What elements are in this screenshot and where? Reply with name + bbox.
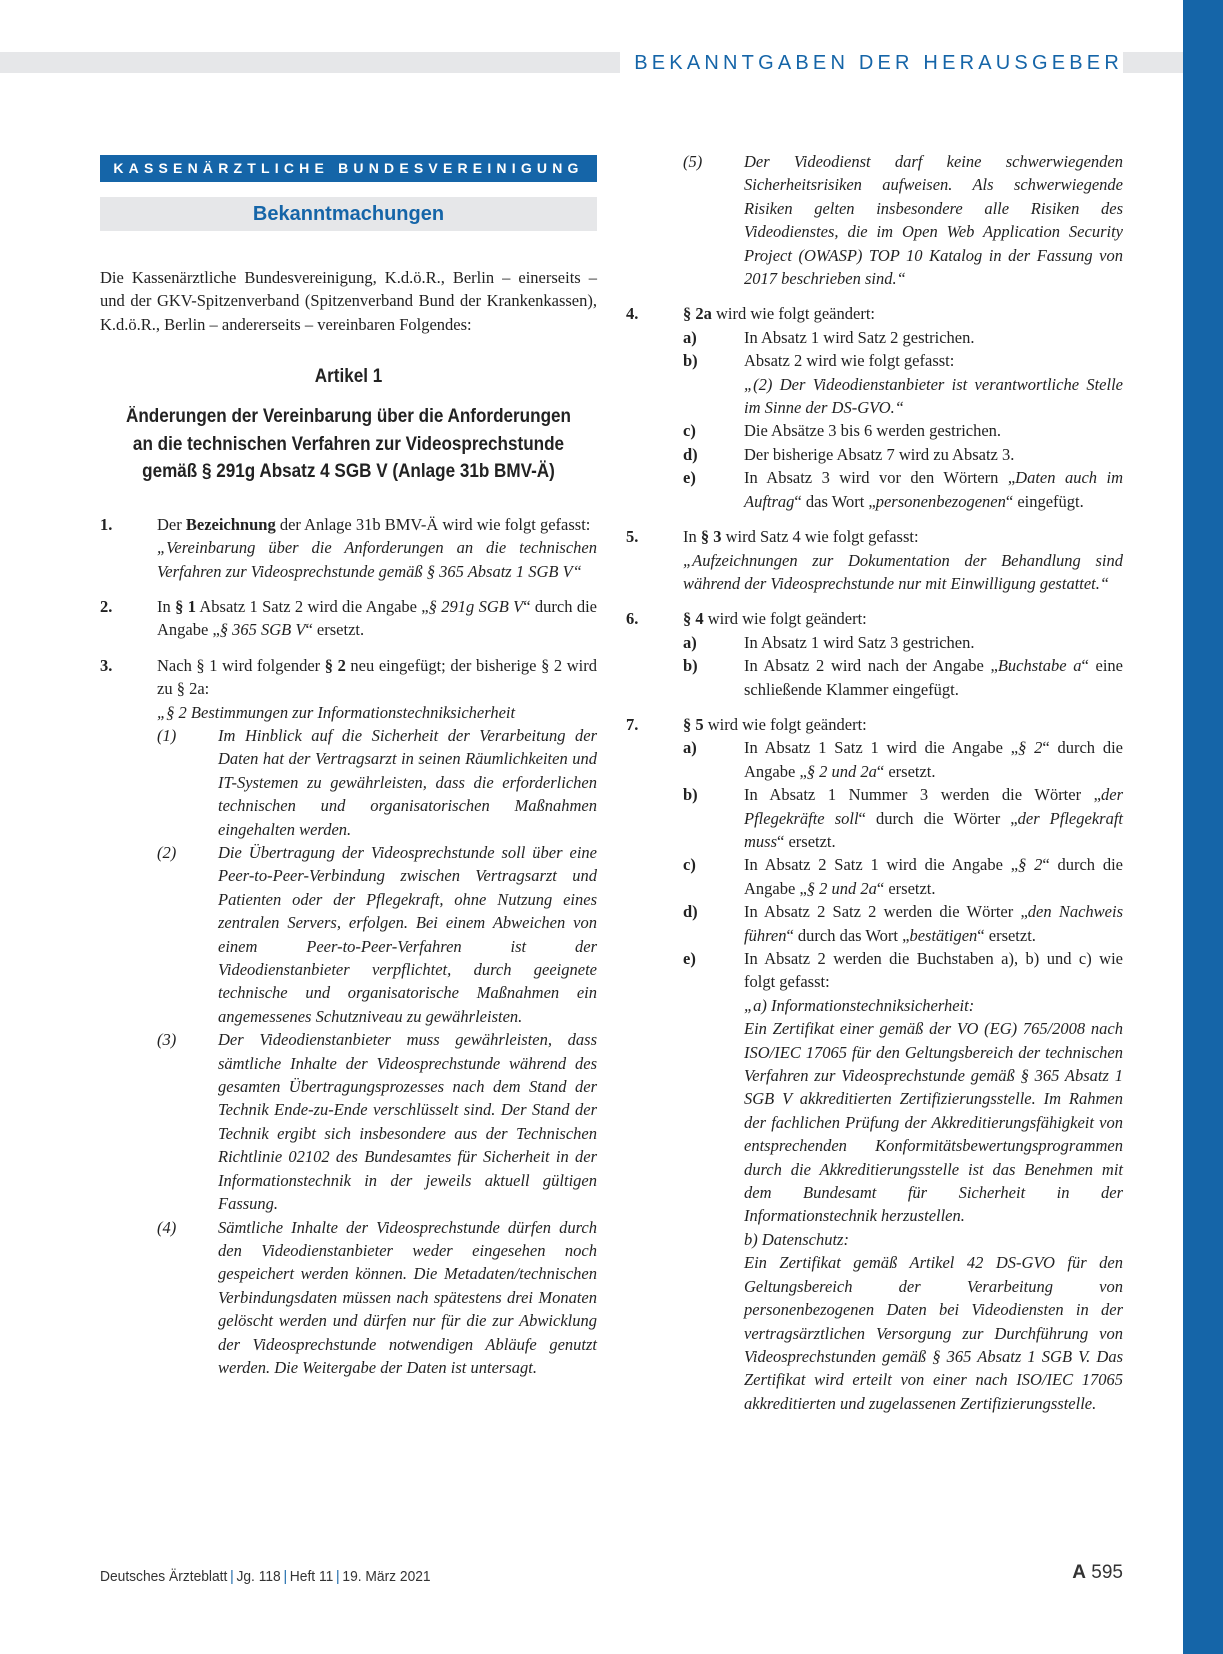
article-subtitle: Änderungen der Vereinbarung über die Anforderungen an die technischen Verfahren zur Videosprechstunde gemäß § 291g Absatz 4 SGB V (Anlage 31b BMV-Ä) (126, 406, 571, 483)
text: wird wie folgt geändert: (703, 714, 867, 734)
bold-text: § 1 (175, 596, 196, 616)
sub-label: c) (683, 855, 696, 875)
sub-item-a (683, 736, 1123, 783)
text: In (683, 527, 701, 547)
footer-citation (100, 1568, 431, 1585)
quote-heading: „§ 2 Bestimmungen zur Informationstechniksicherheit (157, 702, 516, 722)
sub-label: a) (683, 738, 697, 758)
text: wird wie folgt geändert: (703, 609, 867, 629)
section-heading: Bekanntmachungen (100, 197, 597, 231)
paragraph-text: Der Videodienst darf keine schwerwiegenden Sicherheitsrisiken aufweisen. Als schwerwiegende Risiken gelten insbesondere alle Risiken des Videodienstes, die im Open Web Application Security Project (OWASP) TOP 10 Katalog in der Fassung von 2017 beschrieben sind.“ (744, 152, 1123, 289)
paragraph-label: (4) (157, 1217, 177, 1237)
sub-item-c (683, 419, 1123, 442)
quote: „(2) Der Videodienstanbieter ist verantwortliche Stelle im Sinne der DS-GVO.“ (744, 374, 1123, 418)
quote-heading: b) Datenschutz: (744, 1229, 849, 1249)
sub-text (744, 900, 1123, 947)
text: In Absatz 3 wird vor den Wörtern „ (744, 468, 1016, 488)
article-title: Artikel 1 (314, 366, 383, 388)
italic-text: der Pflegekräfte soll (744, 785, 1123, 828)
item-body (683, 607, 1123, 701)
item-number: 7. (626, 714, 639, 734)
text: “ durch die Angabe „ (157, 596, 597, 640)
edge-color-bar (1183, 0, 1223, 1654)
text: “ ersetzt. (305, 620, 365, 640)
sub-label: d) (683, 444, 698, 464)
paragraph-4 (157, 1216, 597, 1380)
paragraph-1 (157, 724, 597, 841)
item-number: 3. (100, 655, 113, 675)
text: “ durch die Wörter „ (858, 808, 1018, 828)
list-item-3 (100, 654, 597, 1380)
sub-text: Der bisherige Absatz 7 wird zu Absatz 3. (744, 444, 1015, 464)
italic-text: § 2 (1018, 738, 1043, 758)
italic-text: § 2 und 2a (806, 878, 877, 898)
left-column (100, 150, 597, 1379)
list-item-7 (626, 713, 1123, 1415)
paragraph-5 (683, 150, 1123, 290)
separator: | (230, 1568, 234, 1585)
italic-text: personenbezogenen (875, 491, 1006, 511)
item-body (157, 654, 597, 1380)
issue: Heft 11 (289, 1568, 334, 1585)
text: wird Satz 4 wie folgt gefasst: (721, 527, 919, 547)
sub-label: e) (683, 468, 696, 488)
text: Absatz 2 wird wie folgt gefasst: (744, 351, 955, 371)
sub-text (744, 947, 1123, 1415)
text: neu eingefügt; der bisherige § 2 wird zu § 2a: (157, 655, 598, 699)
sub-text (744, 783, 1123, 853)
intro-paragraph: Die Kassenärztliche Bundesvereinigung, K.d.ö.R., Berlin – einerseits – und der GKV-Spitzenverband (Spitzenverband Bund der Krankenkassen), K.d.ö.R., Berlin – andererseits – vereinbaren Folgendes: (100, 268, 597, 334)
item-body (683, 525, 1123, 595)
item-number: 6. (626, 609, 639, 629)
sub-text (744, 654, 1123, 701)
text: “ ersetzt. (876, 761, 936, 781)
separator: | (336, 1568, 340, 1585)
sub-label: c) (683, 421, 696, 441)
paragraph-text: Sämtliche Inhalte der Videosprechstunde dürfen durch den Videodienstanbieter weder eingesehen noch gespeichert werden können. Die Metadaten/technischen Verbindungsdaten müssen nach spätestens drei Monaten gelöscht werden und dürfen nur für die zur Abwicklung der Videosprechstunde notwendigen Abläufe genutzt werden. Die Weitergabe der Daten ist untersagt. (218, 1217, 597, 1377)
bold-text: § 3 (700, 527, 722, 547)
sub-label: d) (683, 902, 698, 922)
sub-item-a (683, 326, 1123, 349)
journal-name: Deutsches Ärzteblatt (100, 1568, 228, 1585)
paragraph-3 (157, 1028, 597, 1215)
sub-item-e (683, 466, 1123, 513)
sub-text (744, 349, 1123, 419)
text: der Anlage 31b BMV-Ä wird wie folgt gefasst: (275, 514, 591, 534)
list-item-6 (626, 607, 1123, 701)
sub-item-b (683, 654, 1123, 701)
item-body (157, 595, 597, 642)
sub-item-a (683, 631, 1123, 654)
quote-body: Ein Zertifikat einer gemäß der VO (EG) 765/2008 nach ISO/IEC 17065 für den Geltungsbereich der technischen Verfahren zur Videosprechstunde gemäß § 365 Absatz 1 SGB V akkreditierten Zertifizierungsstelle. Im Rahmen der fachlichen Prüfung der Akkreditierungsfähigkeit von entsprechenden Konformitätsbewertungsprogrammen durch die Akkreditierungsstelle ist das Benehmen mit dem Bundesamt für Sicherheit in der Informationstechnik herzustellen. (744, 1019, 1123, 1226)
paragraph-label: (3) (157, 1030, 177, 1050)
volume: Jg. 118 (236, 1568, 281, 1585)
item-number: 2. (100, 596, 113, 616)
sub-item-e (683, 947, 1123, 1415)
quote-body: Ein Zertifikat gemäß Artikel 42 DS-GVO für den Geltungsbereich der Verarbeitung von personenbezogenen Daten bei Videodiensten in der vertragsärztlichen Versorgung zur Durchführung von Videosprechstunden gemäß § 365 Absatz 1 SGB V. Das Zertifikat wird erteilt von einer nach ISO/IEC 17065 akkreditierten und zugelassenen Zertifizierungsstelle. (744, 1253, 1123, 1413)
list-item-5 (626, 525, 1123, 595)
sub-text (744, 853, 1123, 900)
bold-text: § 4 (683, 609, 704, 629)
sub-text (744, 466, 1123, 513)
text: “ ersetzt. (977, 925, 1036, 945)
text: Absatz 1 Satz 2 wird die Angabe „ (195, 596, 429, 616)
separator: | (283, 1568, 288, 1585)
paragraph-text: Im Hinblick auf die Sicherheit der Verarbeitung der Daten hat der Vertragsarzt in seinen Räumlichkeiten und IT-Systemen zu gewährleisten, dass die erforderlichen technischen und organisatorischen Maßnahmen eingehalten werden. (218, 725, 597, 839)
right-column (626, 150, 1123, 1415)
sub-label: b) (683, 656, 698, 676)
italic-text: § 2 und 2a (806, 761, 877, 781)
text: “ durch die Angabe „ (744, 855, 1123, 898)
sub-item-d (683, 900, 1123, 947)
page-number (1072, 1562, 1123, 1584)
list-item-4 (626, 302, 1123, 513)
date: 19. März 2021 (342, 1568, 431, 1585)
paragraph-label: (2) (157, 843, 177, 862)
text: “ durch die Angabe „ (744, 738, 1123, 781)
sub-item-c (683, 853, 1123, 900)
sub-label: a) (683, 327, 697, 347)
list-item-2 (100, 595, 597, 642)
item-number: 4. (626, 304, 639, 324)
item-number: 5. (626, 527, 639, 547)
text: “ ersetzt. (876, 878, 936, 898)
paragraph-text: Die Übertragung der Videosprechstunde soll über eine Peer-to-Peer-Verbindung zwischen Vertragsarzt und Patienten oder der Pflegekraft, ohne Nutzung eines zentralen Servers, erfolgen. Bei einem Abweichen von einem Peer-to-Peer-Verfahren ist der Videodienstanbieter verpflichtet, durch geeignete technische und organisatorische Maßnahmen ein angemessenes Schutzniveau zu gewährleisten. (218, 843, 597, 1026)
italic-text: bestätigen (909, 925, 978, 945)
quote: „Vereinbarung über die Anforderungen an die technischen Verfahren zur Videosprechstunde gemäß § 365 Absatz 1 SGB V“ (157, 538, 597, 581)
text: “ das Wort „ (794, 491, 876, 511)
italic-text: der Pflegekraft muss (744, 808, 1123, 851)
text: Nach § 1 wird folgender (157, 655, 325, 675)
sub-label: b) (683, 351, 698, 371)
text: “ ersetzt. (777, 831, 836, 851)
sub-item-b (683, 349, 1123, 419)
italic-text: § 365 SGB V (219, 620, 306, 640)
sub-label: b) (683, 785, 698, 805)
text: “ durch das Wort „ (786, 925, 910, 945)
text: In Absatz 2 Satz 1 wird die Angabe „ (744, 855, 1019, 875)
paragraph-label: (5) (683, 152, 703, 171)
page-number-value: 595 (1091, 1562, 1123, 1583)
text: “ eine schließende Klammer eingefügt. (744, 656, 1123, 699)
text: Der (157, 514, 186, 534)
bold-text: § 2a (683, 304, 712, 324)
paragraph-label: (1) (157, 725, 177, 745)
text: In Absatz 2 werden die Buchstaben a), b) und c) wie folgt gefasst: (744, 949, 1123, 992)
text: wird wie folgt geändert: (711, 304, 875, 324)
paragraph-text: Der Videodienstanbieter muss gewährleisten, dass sämtliche Inhalte der Videosprechstunde während des gesamten Übertragungsprozesses nach dem Stand der Technik Ende-zu-Ende verschlüsselt sind. Der Stand der Technik ergibt sich insbesondere aus der Technischen Richtlinie 02102 des Bundesamtes für Sicherheit in der Informationstechnik in der jeweils aktuell gültigen Fassung. (218, 1030, 597, 1214)
sub-text: In Absatz 1 wird Satz 2 gestrichen. (744, 327, 975, 347)
sub-text: Die Absätze 3 bis 6 werden gestrichen. (744, 421, 1002, 441)
item-body (683, 713, 1123, 1415)
paragraph-2 (157, 841, 597, 1028)
org-bar: KASSENÄRZTLICHE BUNDESVEREINIGUNG (100, 155, 597, 182)
item-body (157, 513, 597, 583)
list-item-1 (100, 513, 597, 583)
italic-text: § 2 (1018, 855, 1043, 875)
text: In Absatz 1 Nummer 3 werden die Wörter „ (744, 785, 1101, 805)
italic-text: den Nachweis führen (744, 902, 1123, 945)
section-header: BEKANNTGABEN DER HERAUSGEBER (620, 50, 1123, 76)
sub-label: a) (683, 632, 697, 652)
item-number: 1. (100, 514, 113, 534)
text: In (157, 596, 176, 616)
italic-text: Buchstabe a (997, 656, 1082, 676)
sub-text: In Absatz 1 wird Satz 3 gestrichen. (744, 632, 975, 652)
sub-item-d (683, 443, 1123, 466)
page-prefix: A (1072, 1562, 1087, 1583)
text: In Absatz 1 Satz 1 wird die Angabe „ (744, 738, 1019, 758)
bold-text: § 5 (683, 714, 704, 734)
sub-item-b (683, 783, 1123, 853)
italic-text: § 291g SGB V (428, 596, 524, 616)
text: In Absatz 2 wird nach der Angabe „ (744, 656, 998, 676)
sub-text (744, 736, 1123, 783)
bold-text: § 2 (324, 655, 346, 675)
sub-label: e) (683, 949, 696, 968)
italic-text: Daten auch im Auftrag (744, 468, 1123, 511)
item-body (683, 302, 1123, 513)
text: “ eingefügt. (1005, 491, 1084, 511)
text: In Absatz 2 Satz 2 werden die Wörter „ (744, 902, 1028, 922)
quote: „Aufzeichnungen zur Dokumentation der Behandlung sind während der Videosprechstunde nur mit Einwilligung gestattet.“ (683, 550, 1123, 593)
quote-heading: „a) Informationstechniksicherheit: (744, 995, 975, 1015)
bold-text: Bezeichnung (185, 514, 276, 534)
